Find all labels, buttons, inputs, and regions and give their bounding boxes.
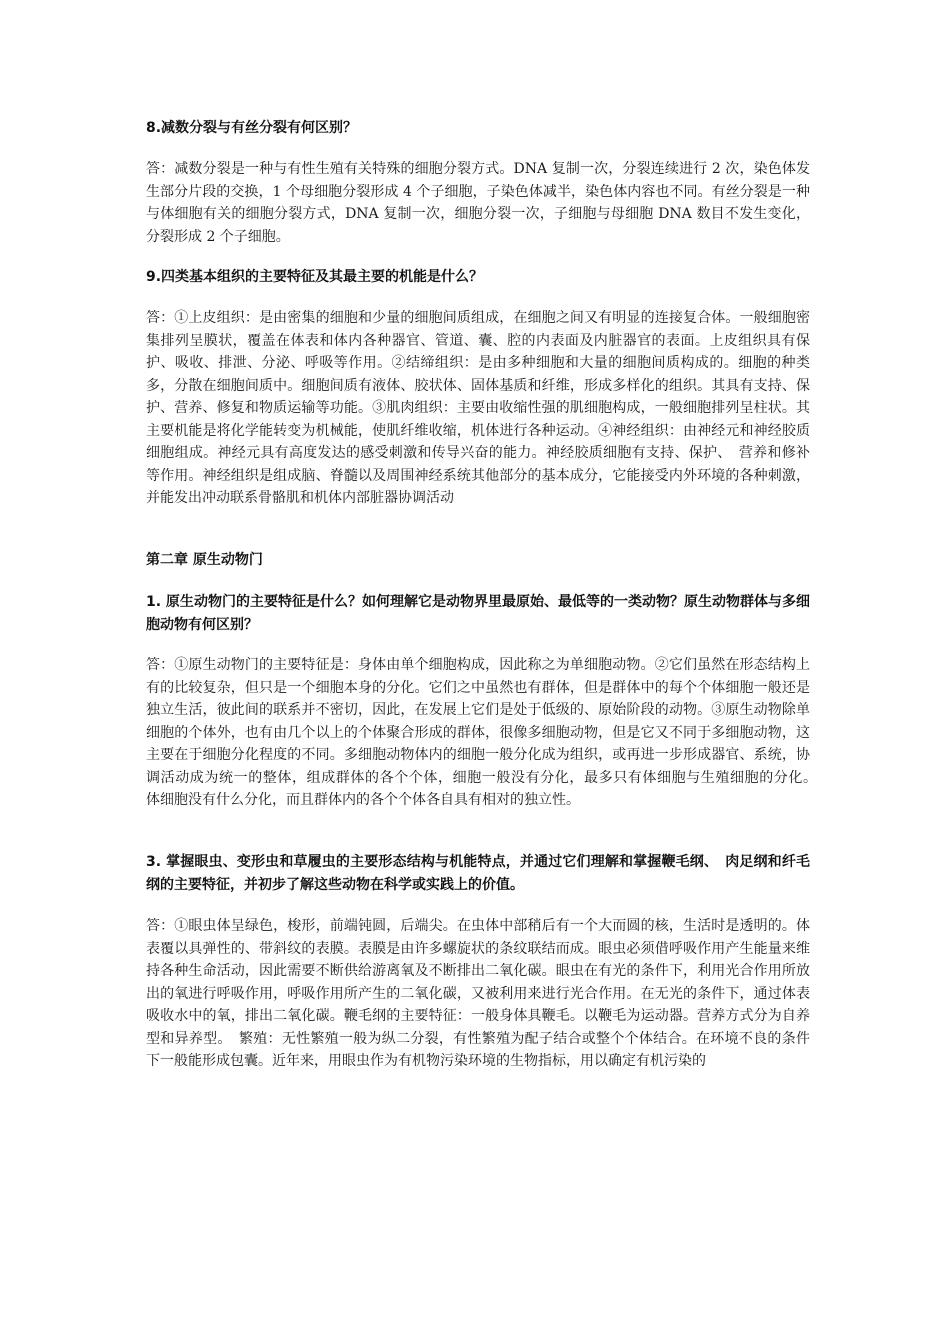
question-8-answer: 答：减数分裂是一种与有性生殖有关特殊的细胞分裂方式。DNA 复制一次，分裂连续进行 2 次，染色体发生部分片段的交换，1 个母细胞分裂形成 4 个子细胞，子染色体减半，染色体内容也不同。有丝分裂是一种与体细胞有关的细胞分裂方式，DNA 复制一次，细胞分裂一次，子细胞与母细胞 DNA 数目不发生变化，分裂形成 2 个子细胞。 bbox=[146, 161, 810, 245]
question-8-heading: 8.减数分裂与有丝分裂有何区别？ bbox=[146, 120, 358, 136]
chapter-2-question-3-heading: 3. 掌握眼虫、变形虫和草履虫的主要形态结构与机能特点，并通过它们理解和掌握鞭毛纲、 肉足纲和纤毛纲的主要特征，并初步了解这些动物在科学或实践上的价值。 bbox=[146, 854, 810, 893]
chapter-2-question-1-heading: 1. 原生动物门的主要特征是什么？如何理解它是动物界里最原始、最低等的一类动物？原生动物群体与多细胞动物有何区别？ bbox=[146, 594, 810, 633]
chapter-2-title: 第二章 原生动物门 bbox=[146, 552, 263, 568]
chapter-2-question-1-answer: 答：①原生动物门的主要特征是：身体由单个细胞构成，因此称之为单细胞动物。②它们虽然在形态结构上有的比较复杂，但只是一个细胞本身的分化。它们之中虽然也有群体，但是群体中的每个个体细胞一般还是独立生活，彼此间的联系并不密切，因此，在发展上它们是处于低级的、原始阶段的动物。③原生动物除单细胞的个体外，也有由几个以上的个体聚合形成的群体，很像多细胞动物，但是它又不同于多细胞动物，这主要在于细胞分化程度的不同。多细胞动物体内的细胞一般分化成为组织，或再进一步形成器官、系统，协调活动成为统一的整体，组成群体的各个个体，细胞一般没有分化，最多只有体细胞与生殖细胞的分化。 体细胞没有什么分化，而且群体内的各个个体各自具有相对的独立性。 bbox=[146, 657, 824, 808]
question-9-answer: 答：①上皮组织：是由密集的细胞和少量的细胞间质组成，在细胞之间又有明显的连接复合体。一般细胞密集排列呈膜状，覆盖在体表和体内各种器官、管道、囊、腔的内表面及内脏器官的表面。上皮组织具有保护、吸收、排泄、分泌、呼吸等作用。②结缔组织：是由多种细胞和大量的细胞间质构成的。细胞的种类多，分散在细胞间质中。细胞间质有液体、胶状体、固体基质和纤维，形成多样化的组织。其具有支持、保护、营养、修复和物质运输等功能。③肌肉组织：主要由收缩性强的肌细胞构成，一般细胞排列呈柱状。其主要机能是将化学能转变为机械能，使肌纤维收缩，机体进行各种运动。④神经组织：由神经元和神经胶质细胞组成。神经元具有高度发达的感受刺激和传导兴奋的能力。神经胶质细胞有支持、保护、 营养和修补等作用。神经组织是组成脑、脊髓以及周围神经系统其他部分的基本成分，它能接受内外环境的各种刺激，并能发出冲动联系骨骼肌和机体内部脏器协调活动 bbox=[146, 310, 810, 506]
chapter-2-question-3-answer: 答：①眼虫体呈绿色，梭形，前端钝圆，后端尖。在虫体中部稍后有一个大而圆的核，生活时是透明的。体表覆以具弹性的、带斜纹的表膜。表膜是由许多螺旋状的条纹联结而成。眼虫必须借呼吸作用产生能量来维持各种生命活动，因此需要不断供给游离氧及不断排出二氧化碳。眼虫在有光的条件下，利用光合作用所放出的氧进行呼吸作用，呼吸作用所产生的二氧化碳，又被利用来进行光合作用。在无光的条件下，通过体表吸收水中的氧，排出二氧化碳。鞭毛纲的主要特征：一般身体具鞭毛。以鞭毛为运动器。营养方式分为自养型和异养型。 繁殖：无性繁殖一般为纵二分裂，有性繁殖为配子结合或整个个体结合。在环境不良的条件下一般能形成包囊。近年来，用眼虫作为有机物污染环境的生物指标，用以确定有机污染的 bbox=[146, 918, 810, 1069]
question-9-heading: 9.四类基本组织的主要特征及其最主要的机能是什么？ bbox=[146, 269, 484, 285]
